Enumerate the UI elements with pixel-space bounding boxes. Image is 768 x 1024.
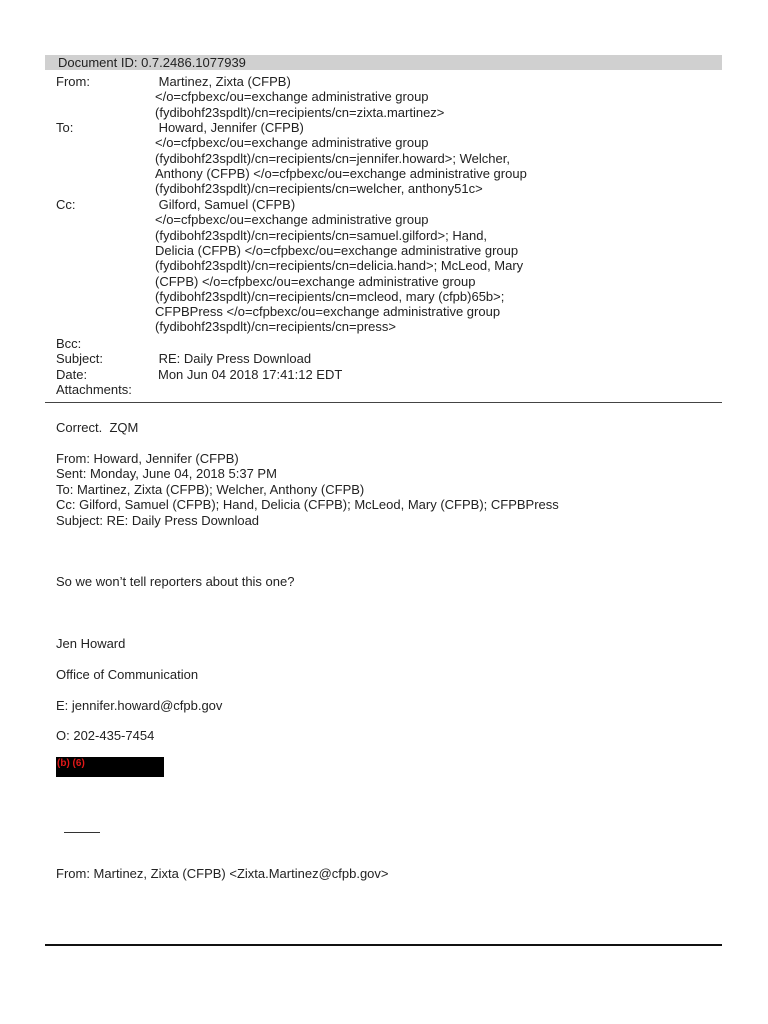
date-label: Date: — [56, 367, 88, 382]
cc-line: Gilford, Samuel (CFPB) — [155, 197, 296, 212]
page-bottom-rule — [45, 944, 722, 946]
signature-phone: O: 202-435-7454 — [56, 728, 155, 743]
redaction-box — [56, 757, 164, 777]
from-line: Martinez, Zixta (CFPB) — [155, 74, 291, 89]
cc-line: (fydibohf23spdlt)/cn=recipients/cn=delicia.hand>; McLeod, Mary — [155, 258, 524, 274]
quoted-sent: Sent: Monday, June 04, 2018 5:37 PM — [56, 466, 277, 481]
cc-line: Delicia (CFPB) </o=cfpbexc/ou=exchange administrative group — [155, 242, 519, 258]
attachments-label: Attachments: — [56, 382, 132, 397]
quoted-subject: Subject: RE: Daily Press Download — [56, 513, 260, 528]
from-line: </o=cfpbexc/ou=exchange administrative group — [155, 89, 429, 105]
redaction-label: (b) (6) — [57, 758, 85, 769]
cc-line: </o=cfpbexc/ou=exchange administrative group — [155, 212, 429, 228]
cc-line: (CFPB) </o=cfpbexc/ou=exchange administrative group — [155, 273, 476, 289]
next-from: From: Martinez, Zixta (CFPB) <Zixta.Martinez@cfpb.gov> — [56, 866, 389, 881]
date-value: Mon Jun 04 2018 17:41:12 EDT — [158, 367, 343, 382]
to-label: To: — [56, 120, 74, 135]
quoted-from: From: Howard, Jennifer (CFPB) — [56, 451, 239, 466]
bcc-label: Bcc: — [56, 336, 82, 351]
signature-name: Jen Howard — [56, 636, 126, 651]
header-divider — [45, 402, 722, 403]
to-line: </o=cfpbexc/ou=exchange administrative group — [155, 135, 429, 151]
reply-text: Correct. ZQM — [56, 420, 139, 435]
subject-value: RE: Daily Press Download — [155, 351, 312, 366]
document-id-bar — [45, 55, 722, 70]
from-line: (fydibohf23spdlt)/cn=recipients/cn=zixta.martinez> — [155, 104, 445, 120]
cc-line: CFPBPress </o=cfpbexc/ou=exchange administrative group — [155, 304, 501, 320]
subject-label: Subject: — [56, 351, 103, 366]
cc-line: (fydibohf23spdlt)/cn=recipients/cn=mcleod, mary (cfpb)65b>; — [155, 288, 505, 304]
document-id: Document ID: 0.7.2486.1077939 — [58, 55, 246, 70]
separator-line — [64, 832, 100, 833]
to-line: Anthony (CFPB) </o=cfpbexc/ou=exchange administrative group — [155, 165, 527, 181]
signature-office: Office of Communication — [56, 667, 199, 682]
quoted-cc: Cc: Gilford, Samuel (CFPB); Hand, Delicia (CFPB); McLeod, Mary (CFPB); CFPBPress — [56, 497, 559, 512]
question-text: So we won’t tell reporters about this one? — [56, 574, 295, 589]
from-label: From: — [56, 74, 90, 89]
cc-label: Cc: — [56, 197, 76, 212]
cc-line: (fydibohf23spdlt)/cn=recipients/cn=samuel.gilford>; Hand, — [155, 227, 488, 243]
to-line: (fydibohf23spdlt)/cn=recipients/cn=welcher, anthony51c> — [155, 181, 483, 197]
to-line: Howard, Jennifer (CFPB) — [155, 120, 304, 135]
quoted-to: To: Martinez, Zixta (CFPB); Welcher, Anthony (CFPB) — [56, 482, 365, 497]
signature-email: E: jennifer.howard@cfpb.gov — [56, 698, 223, 713]
cc-line: (fydibohf23spdlt)/cn=recipients/cn=press> — [155, 319, 396, 335]
to-line: (fydibohf23spdlt)/cn=recipients/cn=jennifer.howard>; Welcher, — [155, 150, 510, 166]
